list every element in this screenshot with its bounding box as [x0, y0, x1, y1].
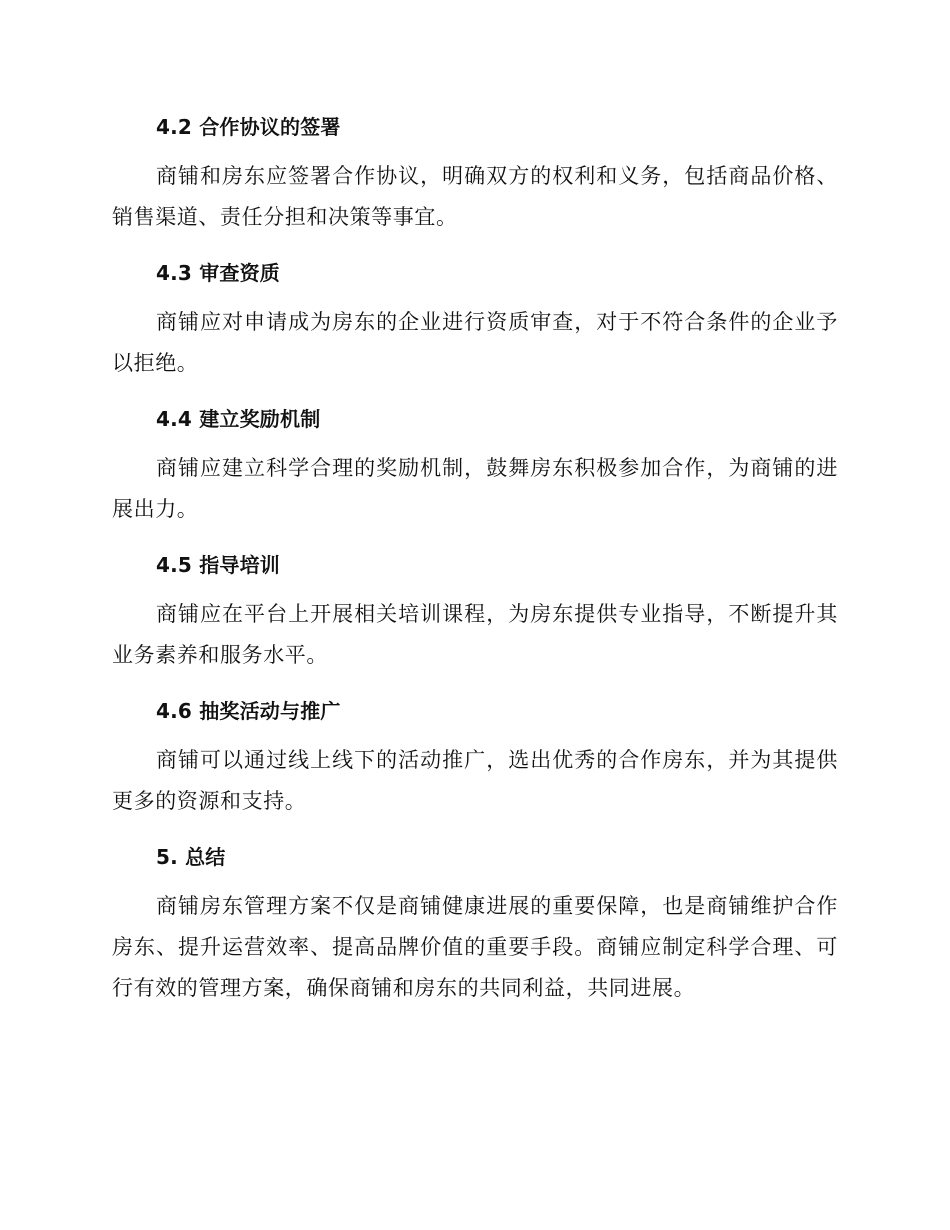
- section-heading: 4.5 指导培训: [156, 553, 280, 577]
- section-heading: 4.3 审查资质: [156, 261, 280, 285]
- section-paragraph: 商铺应建立科学合理的奖励机制，鼓舞房东积极参加合作，为商铺的进展出力。: [112, 456, 838, 521]
- section-paragraph: 商铺应对申请成为房东的企业进行资质审查，对于不符合条件的企业予以拒绝。: [112, 310, 838, 375]
- section-heading: 4.6 抽奖活动与推广: [156, 699, 341, 723]
- section-4-6: [112, 696, 838, 822]
- section-paragraph: 商铺可以通过线上线下的活动推广，选出优秀的合作房东，并为其提供更多的资源和支持。: [112, 748, 838, 813]
- section-heading: 4.4 建立奖励机制: [156, 407, 321, 431]
- section-5-summary: [112, 842, 838, 1009]
- section-4-2: [112, 112, 838, 238]
- section-paragraph: 商铺房东管理方案不仅是商铺健康进展的重要保障，也是商铺维护合作房东、提升运营效率、提高品牌价值的重要手段。商铺应制定科学合理、可行有效的管理方案，确保商铺和房东的共同利益，共同进展。: [112, 894, 838, 1000]
- section-paragraph: 商铺和房东应签署合作协议，明确双方的权利和义务，包括商品价格、销售渠道、责任分担和决策等事宜。: [112, 164, 838, 229]
- section-4-4: [112, 404, 838, 530]
- section-paragraph: 商铺应在平台上开展相关培训课程，为房东提供专业指导，不断提升其业务素养和服务水平。: [112, 602, 838, 667]
- section-heading: 4.2 合作协议的签署: [156, 115, 341, 139]
- section-4-5: [112, 550, 838, 676]
- section-heading: 5. 总结: [156, 845, 226, 869]
- section-4-3: [112, 258, 838, 384]
